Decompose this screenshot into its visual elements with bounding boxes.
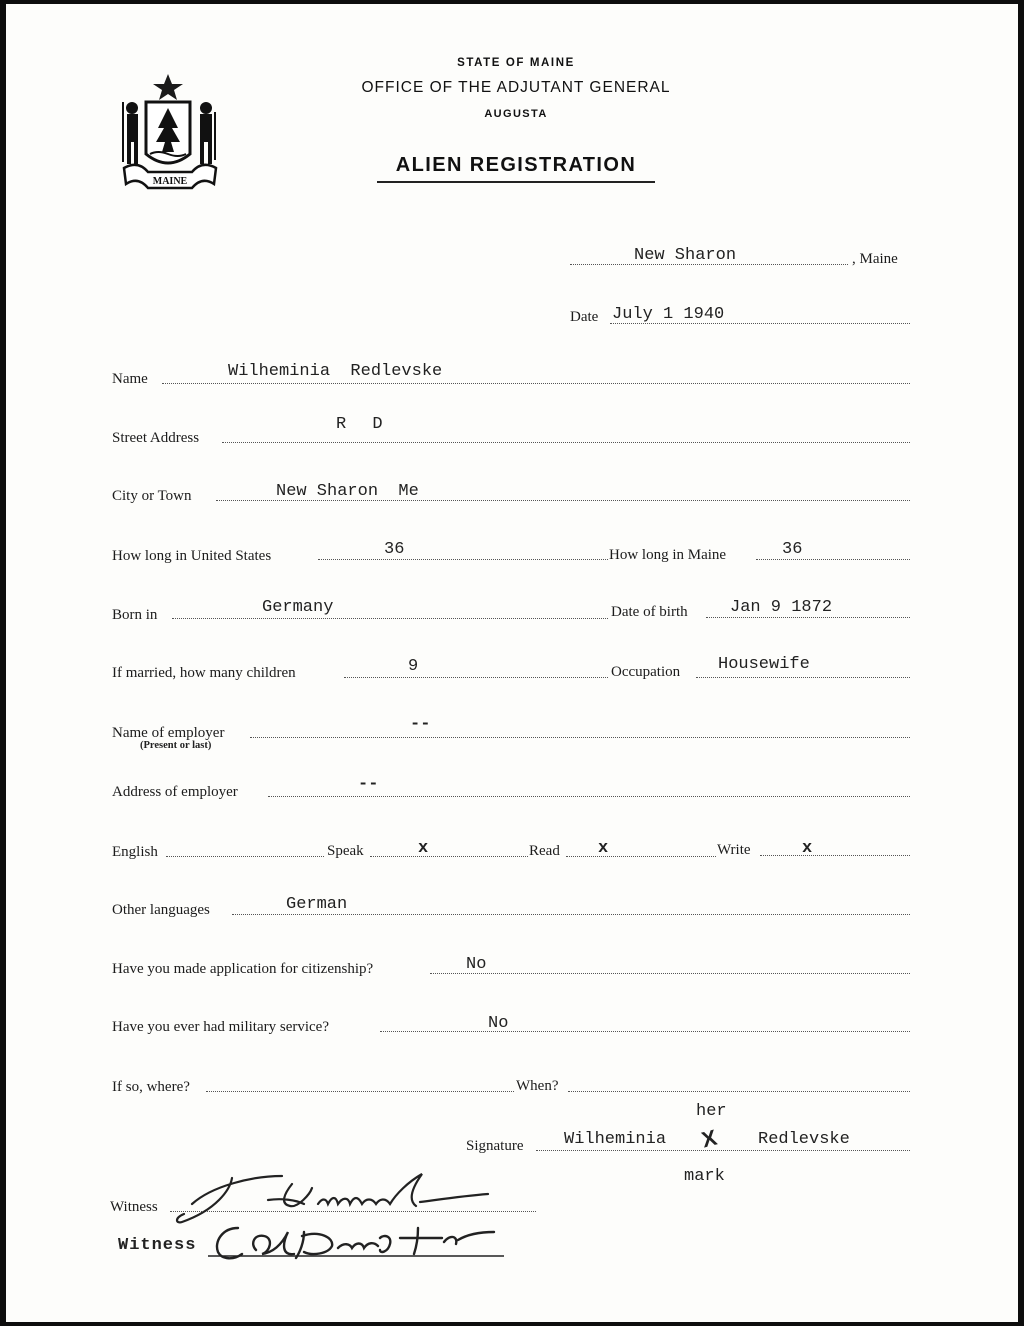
town-value[interactable]: New Sharon bbox=[634, 246, 737, 265]
employer-address-line bbox=[268, 796, 910, 797]
born-label: Born in bbox=[112, 607, 158, 623]
employer-sublabel: (Present or last) bbox=[140, 740, 212, 751]
form-page bbox=[6, 4, 1018, 1322]
other-languages-line bbox=[232, 914, 910, 915]
signature-her: her bbox=[696, 1102, 727, 1121]
town-state-label: , Maine bbox=[852, 251, 898, 267]
born-line bbox=[172, 618, 608, 619]
signature-mark-x: X bbox=[699, 1124, 720, 1153]
citizenship-label: Have you made application for citizenship? bbox=[112, 961, 374, 977]
header-state: STATE OF MAINE bbox=[457, 57, 575, 69]
signature-mark-label: mark bbox=[684, 1167, 725, 1186]
city-value[interactable]: New Sharon Me bbox=[276, 482, 419, 501]
dob-line bbox=[706, 617, 910, 618]
witness-2-label: Witness bbox=[118, 1236, 197, 1255]
speak-value[interactable]: x bbox=[418, 839, 429, 858]
where-line bbox=[206, 1091, 514, 1092]
form-title: ALIEN REGISTRATION bbox=[395, 154, 637, 176]
read-value[interactable]: x bbox=[598, 839, 609, 858]
witness-1-label: Witness bbox=[110, 1199, 158, 1215]
employer-line bbox=[250, 737, 910, 738]
street-line bbox=[222, 442, 910, 443]
read-label: Read bbox=[529, 843, 560, 859]
maine-years-value[interactable]: 36 bbox=[782, 540, 803, 559]
city-label: City or Town bbox=[112, 488, 192, 504]
when-label: When? bbox=[516, 1078, 559, 1094]
maine-state-seal bbox=[118, 72, 222, 196]
street-label: Street Address bbox=[112, 430, 200, 446]
witness-2-signature bbox=[204, 1214, 524, 1279]
military-label: Have you ever had military service? bbox=[112, 1019, 329, 1035]
seal-motto: MAINE bbox=[152, 176, 188, 187]
name-label: Name bbox=[112, 371, 148, 387]
employer-value[interactable]: -- bbox=[410, 715, 431, 734]
signature-first-name[interactable]: Wilheminia bbox=[564, 1130, 667, 1149]
occupation-value[interactable]: Housewife bbox=[718, 655, 810, 674]
where-label: If so, where? bbox=[112, 1079, 190, 1095]
other-languages-label: Other languages bbox=[112, 902, 210, 918]
maine-years-label: How long in Maine bbox=[609, 547, 727, 563]
children-line bbox=[344, 677, 608, 678]
occupation-label: Occupation bbox=[611, 664, 681, 680]
us-years-label: How long in United States bbox=[112, 548, 272, 564]
english-label: English bbox=[112, 844, 158, 860]
street-value[interactable]: R D bbox=[336, 415, 391, 434]
english-line bbox=[166, 856, 324, 857]
employer-label: Name of employer bbox=[112, 725, 225, 741]
signature-last-name[interactable]: Redlevske bbox=[758, 1130, 850, 1149]
name-value[interactable]: Wilheminia Redlevske bbox=[228, 362, 443, 381]
write-label: Write bbox=[717, 842, 751, 858]
military-line bbox=[380, 1031, 910, 1032]
title-underline bbox=[377, 181, 655, 183]
read-line bbox=[566, 856, 716, 857]
header-office: OFFICE OF THE ADJUTANT GENERAL bbox=[361, 79, 671, 96]
when-line bbox=[568, 1091, 910, 1092]
maine-years-line bbox=[756, 559, 910, 560]
other-languages-value[interactable]: German bbox=[286, 895, 348, 914]
header-city: AUGUSTA bbox=[484, 108, 548, 120]
us-years-value[interactable]: 36 bbox=[384, 540, 405, 559]
military-value[interactable]: No bbox=[488, 1014, 509, 1033]
born-value[interactable]: Germany bbox=[262, 598, 334, 617]
date-label: Date bbox=[570, 309, 599, 325]
speak-label: Speak bbox=[327, 843, 364, 859]
speak-line bbox=[370, 856, 528, 857]
write-value[interactable]: x bbox=[802, 839, 813, 858]
dob-value[interactable]: Jan 9 1872 bbox=[730, 598, 833, 617]
citizenship-line bbox=[430, 973, 910, 974]
signature-line bbox=[536, 1150, 910, 1151]
employer-address-value[interactable]: -- bbox=[358, 775, 379, 794]
name-line bbox=[162, 383, 910, 384]
dob-label: Date of birth bbox=[611, 604, 688, 620]
occupation-line bbox=[696, 677, 910, 678]
write-line bbox=[760, 855, 910, 856]
citizenship-value[interactable]: No bbox=[466, 955, 487, 974]
signature-label: Signature bbox=[466, 1138, 524, 1154]
us-years-line bbox=[318, 559, 608, 560]
children-value[interactable]: 9 bbox=[408, 657, 419, 676]
date-value[interactable]: July 1 1940 bbox=[612, 305, 725, 324]
employer-address-label: Address of employer bbox=[112, 784, 238, 800]
children-label: If married, how many children bbox=[112, 665, 296, 681]
